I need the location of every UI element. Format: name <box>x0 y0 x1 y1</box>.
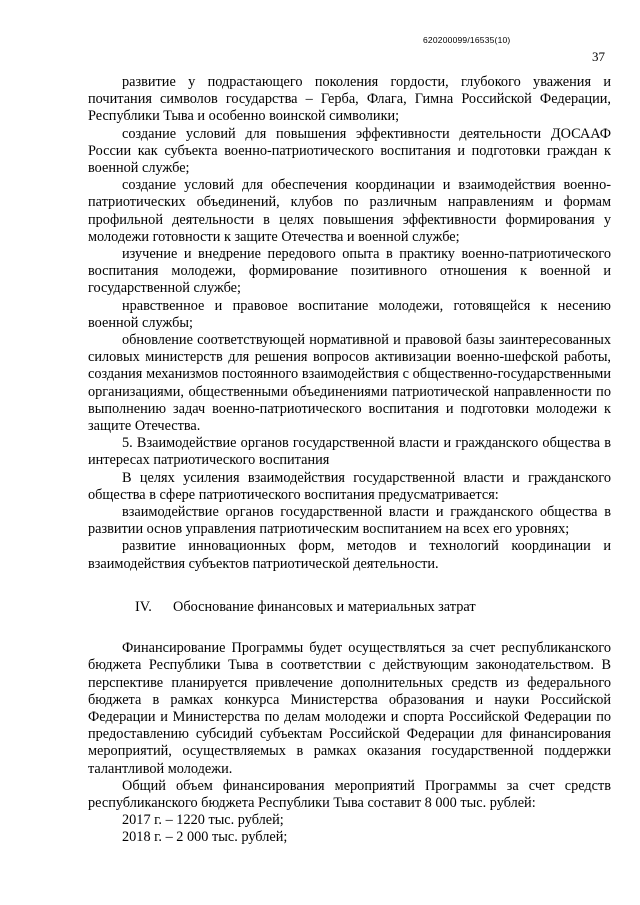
section-number: IV. <box>135 598 152 615</box>
paragraph: взаимодействие органов государственной власти и гражданского общества в развитии основ управления патриотическим воспитанием на всех его уровнях; <box>88 504 611 538</box>
paragraph: развитие инновационных форм, методов и технологий координации и взаимодействия субъектов патриотической деятельности. <box>88 538 611 572</box>
paragraph: В целях усиления взаимодействия государственной власти и гражданского общества в сфере патриотического воспитания предусматривается: <box>88 469 611 503</box>
paragraph: развитие у подрастающего поколения гордости, глубокого уважения и почитания символов государства – Герба, Флага, Гимна Российской Федерации, Республики Тыва и особенно воинской символики; <box>88 74 611 125</box>
subsection-heading: 5. Взаимодействие органов государственной власти и гражданского общества в интересах патриотического воспитания <box>88 435 611 469</box>
paragraph: изучение и внедрение передового опыта в практику военно-патриотического воспитания молодежи, формирование позитивного отношения к военной и государственной службе; <box>88 246 611 297</box>
paragraph: 2017 г. – 1220 тыс. рублей; <box>122 812 284 829</box>
paragraph: создание условий для повышения эффективности деятельности ДОСААФ России как субъекта военно-патриотического воспитания и подготовки граждан к военной службе; <box>88 125 611 177</box>
section-title: Обоснование финансовых и материальных затрат <box>173 598 476 615</box>
paragraph: нравственное и правовое воспитание молодежи, готовящейся к несению военной службы; <box>88 297 611 331</box>
body-text <box>88 74 611 847</box>
paragraph: Общий объем финансирования мероприятий Программы за счет средств республиканского бюджета Республики Тыва составит 8 000 тыс. рублей: <box>88 777 611 811</box>
section-heading <box>88 599 611 616</box>
page-number: 37 <box>592 49 605 64</box>
paragraph: обновление соответствующей нормативной и правовой базы заинтересованных силовых министерств для решения вопросов активизации военно-шефской работы, создания механизмов постоянного взаимодействия с общественно-государственными организациями, общественными объединениями патриотической направленности по выполнению задач военно-патриотического воспитания и подготовки молодежи к защите Отечества. <box>88 332 611 435</box>
paragraph: создание условий для обеспечения координации и взаимодействия военно-патриотических объединений, клубов по различным направлениям и формам профильной деятельности в целях повышения эффективности формирования у молодежи готовности к защите Отечества и военной службе; <box>88 177 611 245</box>
paragraph: 2018 г. – 2 000 тыс. рублей; <box>122 829 288 846</box>
paragraph: Финансирование Программы будет осуществляться за счет республиканского бюджета Республики Тыва в соответствии с действующим законодательством. В перспективе планируется привлечение дополнительных средств из федерального бюджета в рамках конкурса Министерства образования и науки Российской Федерации и Министерства по делам молодежи и спорта Российской Федерации по предоставлению субсидий субъектам Российской Федерации для финансирования мероприятий, осуществляемых в рамках оказания государственной поддержки талантливой молодежи. <box>88 640 611 777</box>
document-id: 620200099/16535(10) <box>423 35 511 45</box>
